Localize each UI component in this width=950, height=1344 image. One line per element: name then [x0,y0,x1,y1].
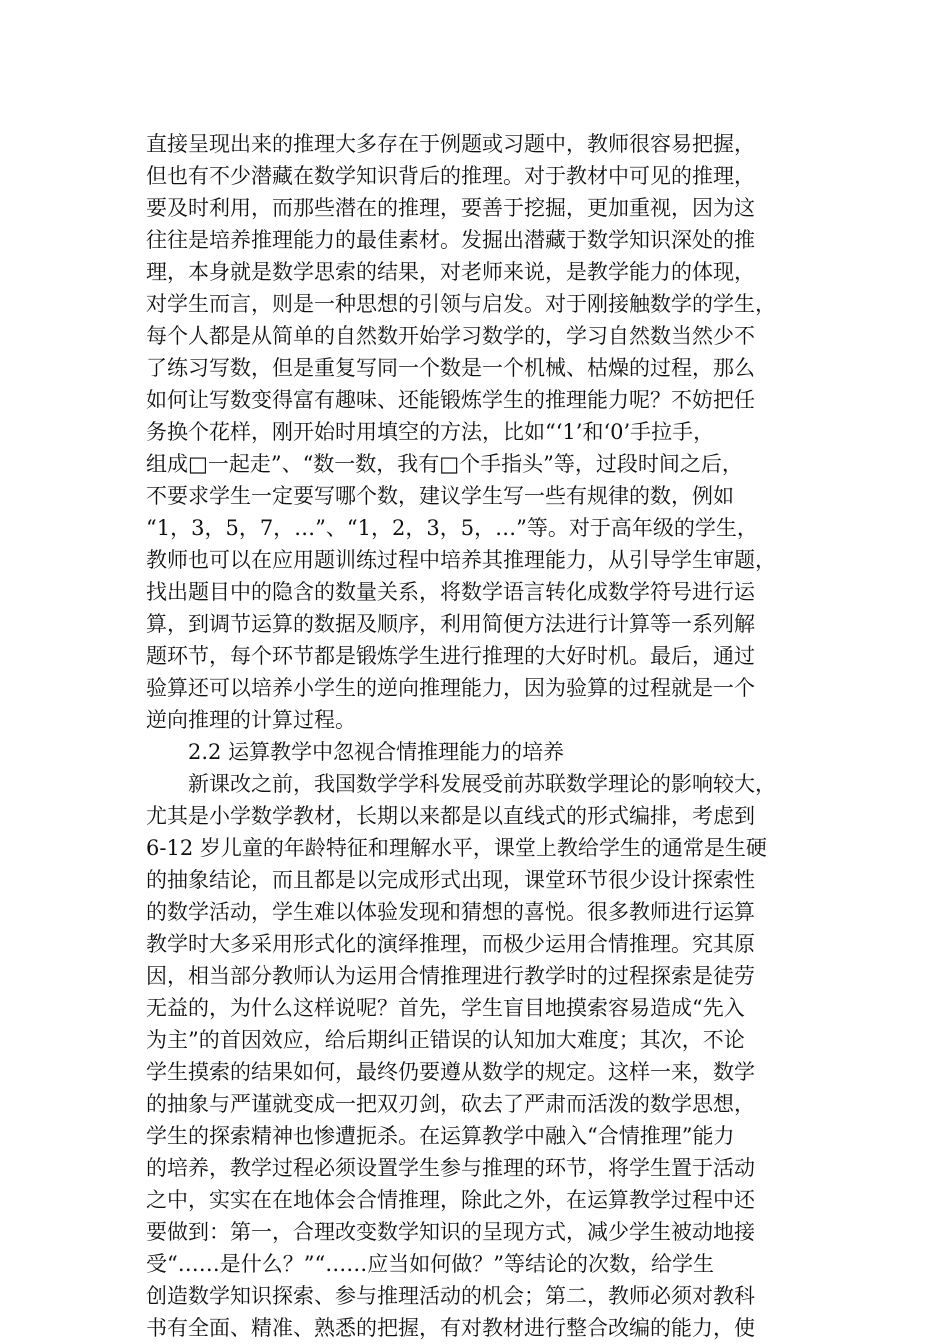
text-line: 的培养，教学过程必须设置学生参与推理的环节，将学生置于活动 [146,1156,755,1180]
text-line: 书有全面、精准、熟悉的把握，有对教材进行整合改编的能力，使 [146,1316,755,1340]
text-line: 要及时利用，而那些潜在的推理，要善于挖掘，更加重视，因为这 [146,196,755,220]
section-heading-text: 2.2 运算教学中忽视合情推理能力的培养 [188,740,565,764]
text-line: 组成□一起走”、“数一数，我有□个手指头”等，过段时间之后， [146,452,743,476]
text-line: 教师也可以在应用题训练过程中培养其推理能力，从引导学生审题， [146,548,776,572]
text-line: 但也有不少潜藏在数学知识背后的推理。对于教材中可见的推理， [146,164,755,188]
text-line: 学生摸索的结果如何，最终仍要遵从数学的规定。这样一来，数学 [146,1060,755,1084]
text-line: 逆向推理的计算过程。 [146,708,356,732]
paragraph-2 [146,768,826,1344]
text-line: 为主”的首因效应，给后期纠正错误的认知加大难度；其次，不论 [146,1028,745,1052]
text-line: 新课改之前，我国数学学科发展受前苏联数学理论的影响较大， [188,772,776,796]
text-line: 了练习写数，但是重复写同一个数是一个机械、枯燥的过程，那么 [146,356,755,380]
text-line: 题环节，每个环节都是锻炼学生进行推理的大好时机。最后，通过 [146,644,755,668]
text-line: 务换个花样，刚开始时用填空的方法，比如“‘1’和‘0’手拉手， [146,420,715,444]
text-line: 的数学活动，学生难以体验发现和猜想的喜悦。很多教师进行运算 [146,900,755,924]
text-line: 往往是培养推理能力的最佳素材。发掘出潜藏于数学知识深处的推 [146,228,755,252]
text-line: 教学时大多采用形式化的演绎推理，而极少运用合情推理。究其原 [146,932,755,956]
text-line: 之中，实实在在地体会合情推理，除此之外，在运算教学过程中还 [146,1188,755,1212]
text-line: 创造数学知识探索、参与推理活动的机会；第二，教师必须对教科 [146,1284,755,1308]
body-text [146,128,826,1344]
text-line: 如何让写数变得富有趣味、还能锻炼学生的推理能力呢？不妨把任 [146,388,755,412]
text-line: 每个人都是从简单的自然数开始学习数学的，学习自然数当然少不 [146,324,755,348]
paragraph-1 [146,128,826,736]
text-line: 对学生而言，则是一种思想的引领与启发。对于刚接触数学的学生， [146,292,776,316]
text-line: 6-12 岁儿童的年龄特征和理解水平，课堂上教给学生的通常是生硬 [146,836,767,860]
text-line: 算，到调节运算的数据及顺序，利用简便方法进行计算等一系列解 [146,612,755,636]
text-line: 直接呈现出来的推理大多存在于例题或习题中，教师很容易把握， [146,132,755,156]
text-line: 找出题目中的隐含的数量关系，将数学语言转化成数学符号进行运 [146,580,755,604]
text-line: 要做到：第一，合理改变数学知识的呈现方式，减少学生被动地接 [146,1220,755,1244]
text-line: 验算还可以培养小学生的逆向推理能力，因为验算的过程就是一个 [146,676,755,700]
text-line: 不要求学生一定要写哪个数，建议学生写一些有规律的数，例如 [146,484,734,508]
text-line: 学生的探索精神也惨遭扼杀。在运算教学中融入“合情推理”能力 [146,1124,735,1148]
text-line: 受“……是什么？”“……应当如何做？”等结论的次数，给学生 [146,1252,714,1276]
text-line: 尤其是小学数学教材，长期以来都是以直线式的形式编排，考虑到 [146,804,755,828]
text-line: 因，相当部分教师认为运用合情推理进行教学时的过程探索是徒劳 [146,964,755,988]
section-heading [146,736,826,768]
text-line: 无益的，为什么这样说呢？首先，学生盲目地摸索容易造成“先入 [146,996,745,1020]
text-line: “1，3，5，7，…”、“1，2，3，5，…”等。对于高年级的学生， [146,516,758,540]
text-line: 的抽象结论，而且都是以完成形式出现，课堂环节很少设计探索性 [146,868,755,892]
text-line: 理，本身就是数学思索的结果，对老师来说，是教学能力的体现， [146,260,755,284]
text-line: 的抽象与严谨就变成一把双刃剑，砍去了严肃而活泼的数学思想， [146,1092,755,1116]
